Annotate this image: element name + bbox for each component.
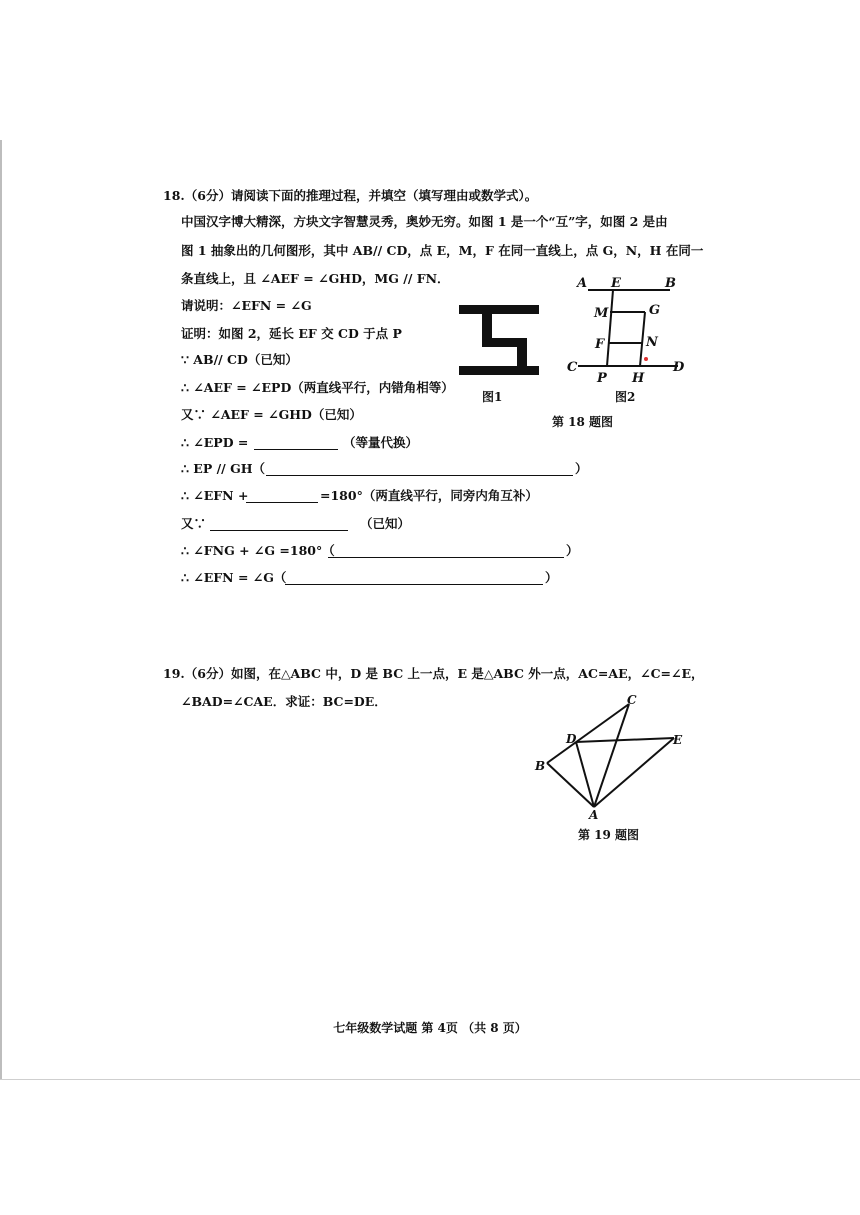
label-b: B — [665, 276, 676, 291]
figure-18-caption: 第 18 题图 — [552, 415, 614, 429]
label-m: M — [594, 306, 609, 321]
figure-1-character — [455, 300, 545, 380]
q18-blank-1 — [254, 449, 338, 450]
q18-blank-4 — [210, 530, 348, 531]
figure-19-caption: 第 19 题图 — [578, 828, 640, 842]
paper-bottom-edge — [0, 1079, 860, 1080]
page-footer: 七年级数学试题 第 4页 （共 8 页） — [333, 1021, 527, 1035]
q18-step-5-lead: ∴ EP // GH（ — [181, 461, 266, 476]
label-a: A — [589, 808, 599, 822]
q18-blank-5 — [328, 557, 564, 558]
q18-paragraph-line-3: 条直线上，且 ∠AEF = ∠GHD，MG // FN． — [181, 271, 450, 286]
figure-1-caption: 图1 — [482, 390, 503, 404]
label-h: H — [632, 371, 645, 386]
label-n: N — [646, 335, 658, 350]
segment-de — [576, 738, 674, 742]
q18-step-5-close: ） — [575, 461, 588, 476]
q18-step-6-reason: =180°（两直线平行，同旁内角互补） — [320, 488, 538, 503]
q18-step-7-lead: 又∵ — [181, 516, 207, 531]
q19-heading: 19.（6分）如图，在△ABC 中，D 是 BC 上一点，E 是△ABC 外一点，AC=AE，∠C=∠E， — [163, 666, 704, 681]
paper-edge — [0, 140, 2, 1080]
figure-2-caption: 图2 — [615, 390, 636, 404]
q18-step-4-lead: ∴ ∠EPD = — [181, 435, 249, 450]
label-e: E — [673, 733, 683, 747]
label-c: C — [567, 360, 578, 375]
q18-heading: 18.（6分）请阅读下面的推理过程，并填空（填写理由或数学式）。 — [163, 188, 538, 203]
q18-step-9-lead: ∴ ∠EFN = ∠G（ — [181, 570, 287, 585]
line-ep — [607, 290, 613, 366]
q18-proof-intro: 证明：如图 2，延长 EF 交 CD 于点 P — [181, 326, 402, 341]
label-e: E — [611, 276, 621, 291]
figure-19-diagram — [530, 692, 690, 822]
label-f: F — [595, 337, 605, 352]
q18-step-4-reason: （等量代换） — [343, 435, 419, 450]
figure-2-diagram — [560, 270, 695, 390]
q18-step-2: ∴ ∠AEF = ∠EPD（两直线平行，内错角相等） — [181, 380, 454, 395]
q18-blank-3 — [246, 502, 318, 503]
q18-blank-2 — [266, 475, 573, 476]
label-c: C — [627, 693, 637, 707]
q19-line-2: ∠BAD=∠CAE．求证：BC=DE． — [181, 694, 387, 709]
q18-paragraph-line-2: 图 1 抽象出的几何图形，其中 AB// CD，点 E，M，F 在同一直线上，点 G，N，H 在同一 — [181, 243, 704, 258]
line-gh — [640, 312, 645, 366]
label-p: P — [597, 371, 607, 386]
label-d: D — [566, 732, 577, 746]
q18-explain: 请说明：∠EFN = ∠G — [181, 298, 312, 313]
q18-step-6-lead: ∴ ∠EFN + — [181, 488, 249, 503]
label-d: D — [673, 360, 685, 375]
q18-step-7-reason: （已知） — [360, 516, 411, 531]
q18-step-3: 又∵ ∠AEF = ∠GHD（已知） — [181, 407, 362, 422]
q18-step-8-close: ） — [566, 543, 579, 558]
q18-step-1: ∵ AB// CD（已知） — [181, 352, 298, 367]
label-b: B — [535, 759, 546, 773]
label-a: A — [577, 276, 588, 291]
q18-step-9-close: ） — [545, 570, 558, 585]
q18-paragraph-line-1: 中国汉字博大精深，方块文字智慧灵秀，奥妙无穷。如图 1 是一个“互”字，如图 2 是由 — [181, 214, 668, 229]
label-g: G — [649, 303, 661, 318]
q18-step-8-lead: ∴ ∠FNG + ∠G =180°（ — [181, 543, 335, 558]
q18-blank-6 — [285, 584, 543, 585]
red-dot — [644, 357, 648, 361]
segment-bc — [547, 704, 629, 763]
